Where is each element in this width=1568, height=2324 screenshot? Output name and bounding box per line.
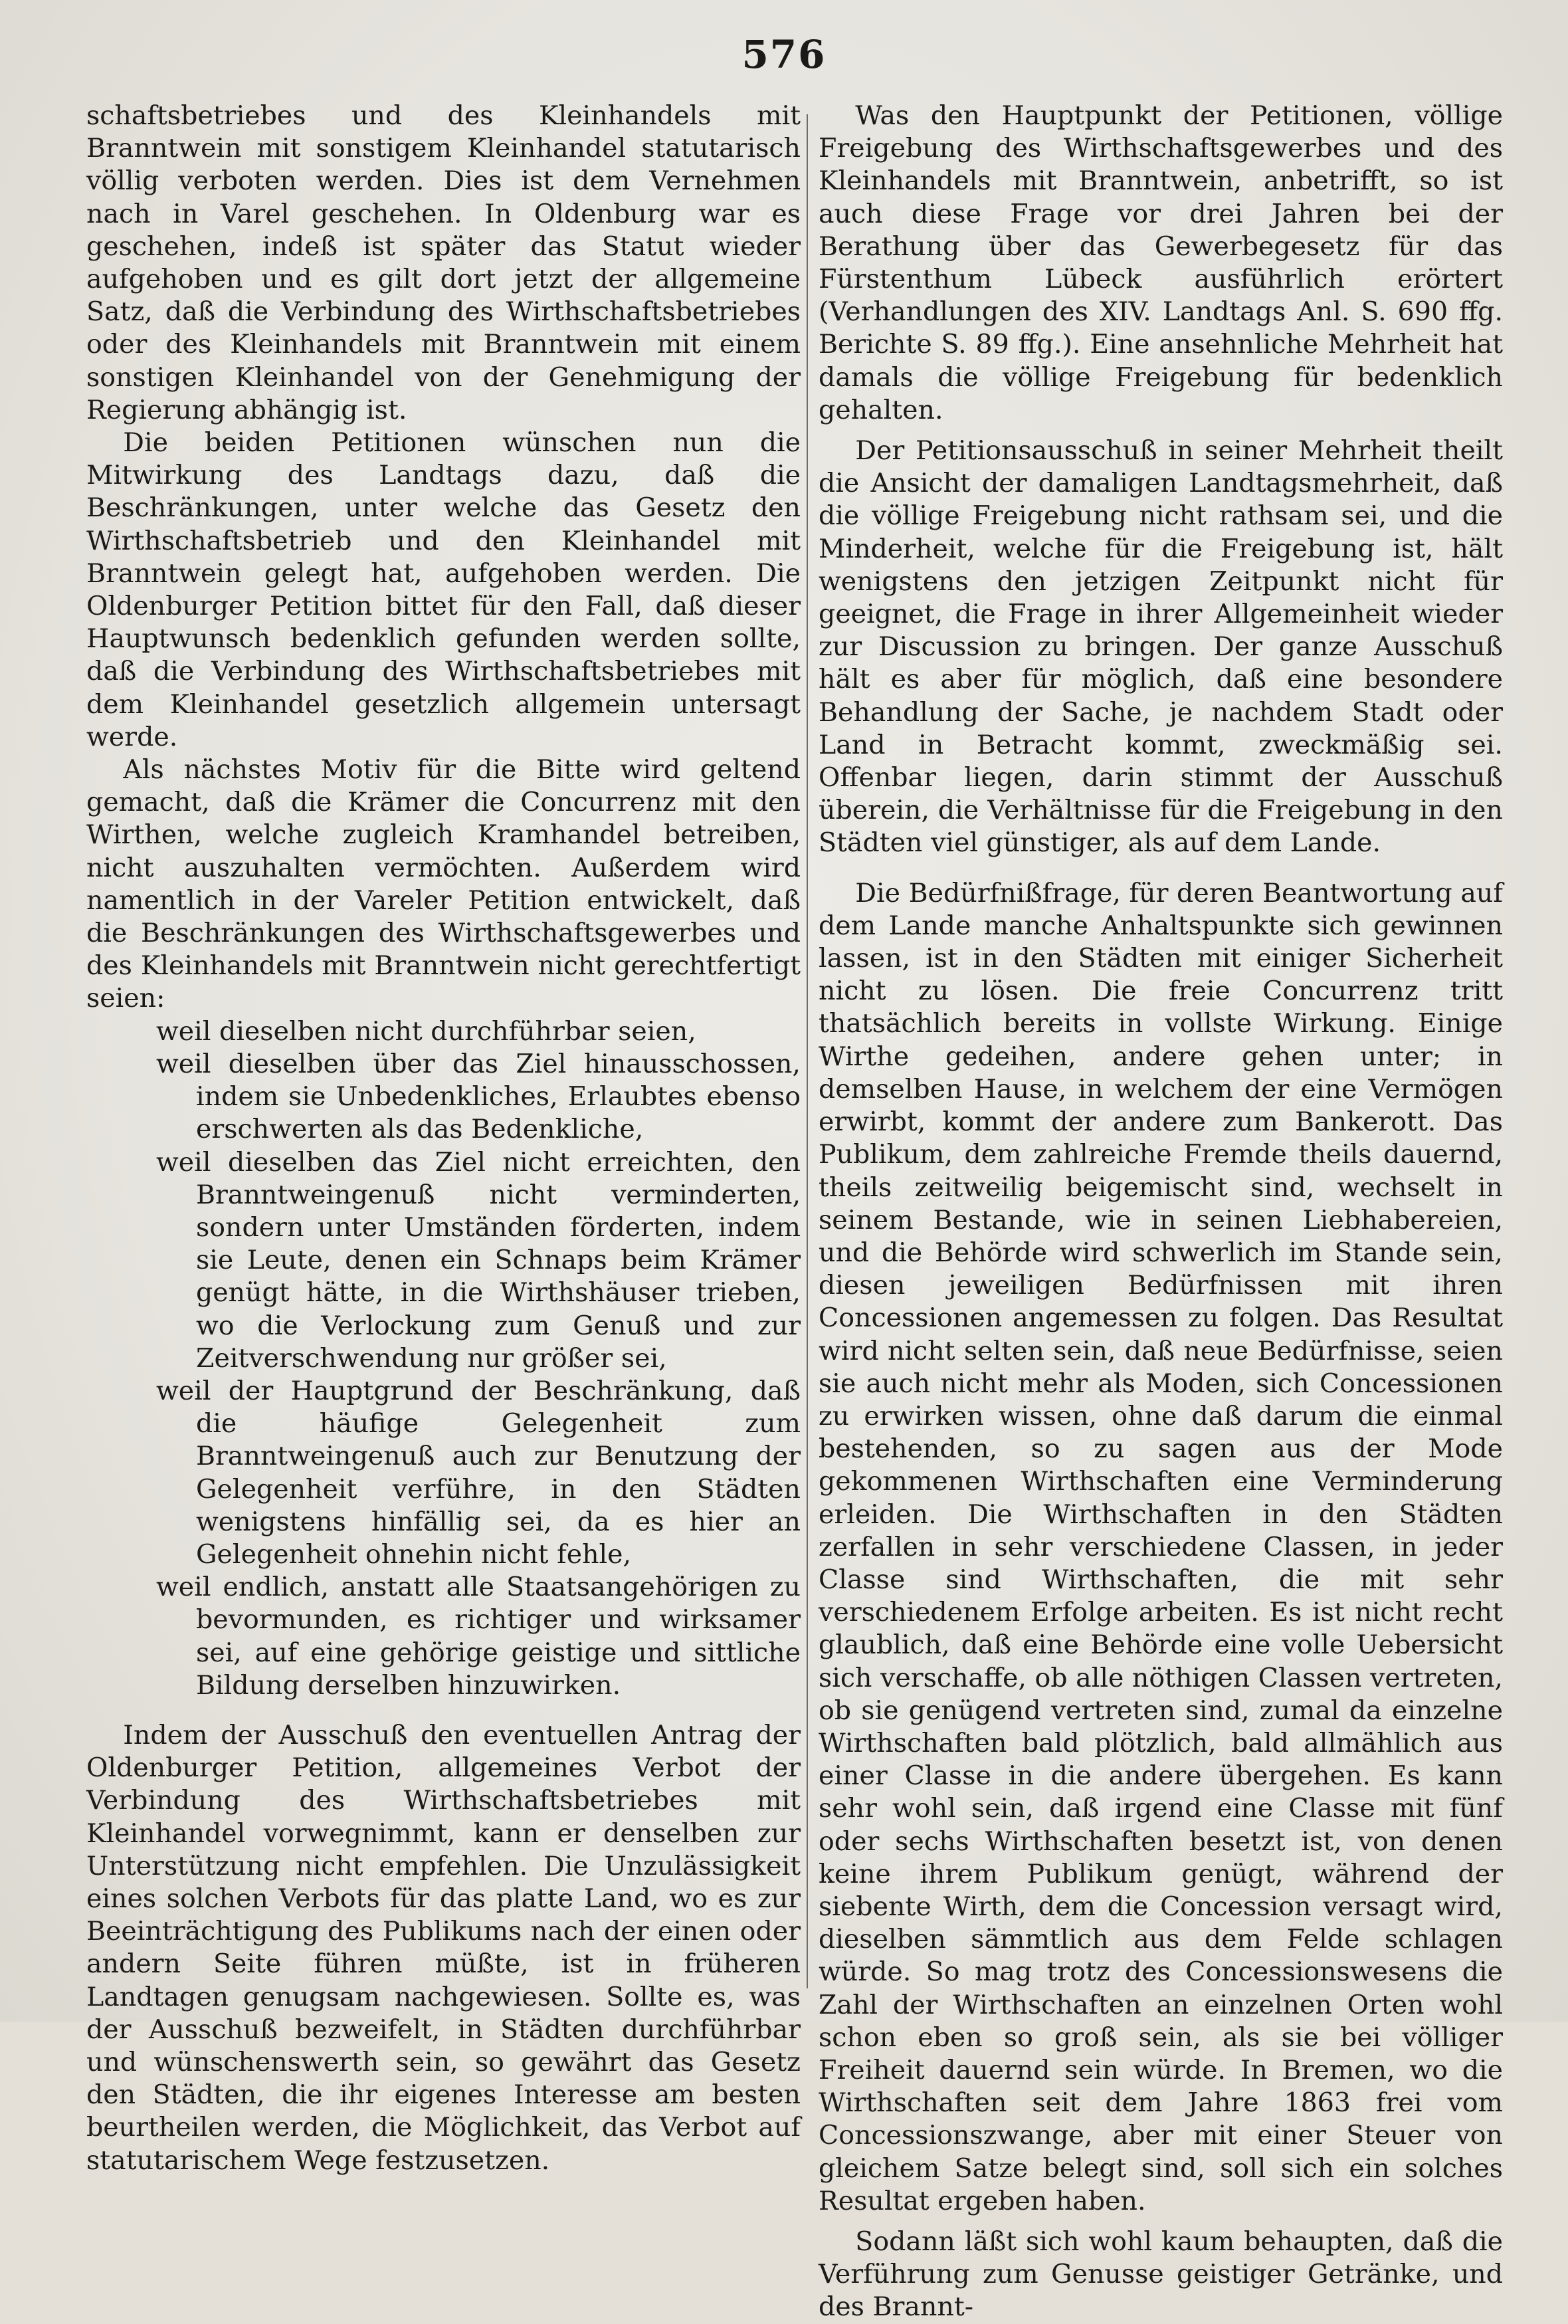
- page-number: 576: [741, 32, 827, 77]
- left-paragraph-1: schaftsbetriebes und des Kleinhandels mit Branntwein mit sonstigem Kleinhandel statutarisch völlig verboten werden. Dies ist dem Vernehmen nach in Varel geschehen. In Oldenburg war es geschehen, indeß ist später das Statut wieder aufgehoben und es gilt dort jetzt der allgemeine Satz, daß die Verbindung des Wirthschaftsbetriebes oder des Kleinhandels mit Branntwein mit einem sonstigen Kleinhandel von der Genehmigung der Regierung abhängig ist.: [86, 100, 801, 425]
- right-paragraph-2: Der Petitionsausschuß in seiner Mehrheit theilt die Ansicht der damaligen Landtagsmehrheit, daß die völlige Freigebung nicht rathsam sei, und die Minderheit, welche für die Freigebung ist, hält wenigstens den jetzigen Zeitpunkt nicht für geeignet, die Frage in ihrer Allgemeinheit wieder zur Discussion zu bringen. Der ganze Ausschuß hält es aber für möglich, daß eine besondere Behandlung der Sache, je nachdem Stadt oder Land in Betracht kommt, zweckmäßig sei. Offenbar liegen, darin stimmt der Ausschuß überein, die Verhältnisse für die Freigebung in den Städten viel günstiger, als auf dem Lande.: [819, 435, 1503, 859]
- left-paragraph-2: Die beiden Petitionen wünschen nun die Mitwirkung des Landtags dazu, daß die Beschränkungen, unter welche das Gesetz den Wirthschaftsbetrieb und den Kleinhandel mit Branntwein gelegt hat, aufgehoben werden. Die Oldenburger Petition bittet für den Fall, daß dieser Hauptwunsch bedenklich gefunden werden sollte, daß die Verbindung des Wirthschaftsbetriebes mit dem Kleinhandel gesetzlich allgemein untersagt werde.: [86, 427, 801, 752]
- left-paragraph-3: Als nächstes Motiv für die Bitte wird geltend gemacht, daß die Krämer die Concurrenz mit den Wirthen, welche zugleich Kramhandel betreiben, nicht auszuhalten vermöchten. Außerdem wird namentlich in der Vareler Petition entwickelt, daß die Beschränkungen des Wirthschaftsgewerbes und des Kleinhandels mit Branntwein nicht gerechtfertigt seien:: [86, 754, 801, 1014]
- reason-item: weil der Hauptgrund der Beschränkung, daß die häufige Gelegenheit zum Branntweingenuß auch zur Benutzung der Gelegenheit verführe, in den Städten wenigstens hinfällig sei, da es hier an Gelegenheit ohnehin nicht fehle,: [156, 1375, 801, 1570]
- right-paragraph-3: Die Bedürfnißfrage, für deren Beantwortung auf dem Lande manche Anhaltspunkte sich gewinnen lassen, ist in den Städten mit einiger Sicherheit nicht zu lösen. Die freie Concurrenz tritt thatsächlich bereits in vollste Wirkung. Einige Wirthe gedeihen, andere gehen unter; in demselben Hause, in welchem der eine Vermögen erwirbt, kommt der andere zum Bankerott. Das Publikum, dem zahlreiche Fremde theils dauernd, theils zeitweilig beigemischt sind, wechselt in seinem Bestande, wie in seinen Liebhabereien, und die Behörde wird schwerlich im Stande sein, diesen jeweiligen Bedürfnissen mit ihren Concessionen angemessen zu folgen. Das Resultat wird nicht selten sein, daß neue Bedürfnisse, seien sie auch nicht mehr als Moden, sich Concessionen zu erwirken wissen, ohne daß darum die einmal bestehenden, so zu sagen aus der Mode gekommenen Wirthschaften eine Verminderung erleiden. Die Wirthschaften in den Städten zerfallen in sehr verschiedene Classen, in jeder Classe sind Wirthschaften, die mit sehr verschiedenem Erfolge arbeiten. Es ist nicht recht glaublich, daß eine Behörde eine volle Uebersicht sich verschaffe, ob alle nöthigen Classen vertreten, ob sie genügend vertreten sind, zumal da einzelne Wirthschaften bald plötzlich, bald allmählich aus einer Classe in die andere übergehen. Es kann sehr wohl sein, daß irgend eine Classe mit fünf oder sechs Wirthschaften besetzt ist, von denen keine ihrem Publikum genügt, während der siebente Wirth, dem die Concession versagt wird, dieselben sämmtlich aus dem Felde schlagen würde. So mag trotz des Concessionswesens die Zahl der Wirthschaften an einzelnen Orten wohl schon eben so groß sein, als sie bei völliger Freiheit dauernd sein würde. In Bremen, wo die Wirthschaften seit dem Jahre 1863 frei vom Concessionszwange, aber mit einer Steuer von gleichem Satze belegt sind, soll sich ein solches Resultat ergeben haben.: [819, 877, 1503, 2216]
- reasons-list: [86, 1015, 801, 1702]
- reason-item: weil dieselben das Ziel nicht erreichten, den Branntweingenuß nicht verminderten, sondern unter Umständen förderten, indem sie Leute, denen ein Schnaps beim Krämer genügt hätte, in die Wirthshäuser trieben, wo die Verlockung zum Genuß und zur Zeitverschwendung nur größer sei,: [156, 1146, 801, 1374]
- right-paragraph-4: Sodann läßt sich wohl kaum behaupten, daß die Verführung zum Genusse geistiger Getränke, und des Brannt-: [819, 2226, 1503, 2323]
- right-paragraph-1: Was den Hauptpunkt der Petitionen, völlige Freigebung des Wirthschaftsgewerbes und des Kleinhandels mit Branntwein, anbetrifft, so ist auch diese Frage vor drei Jahren bei der Berathung über das Gewerbegesetz für das Fürstenthum Lübeck ausführlich erörtert (Verhandlungen des XIV. Landtags Anl. S. 690 ffg. Berichte S. 89 ffg.). Eine ansehnliche Mehrheit hat damals die völlige Freigebung für bedenklich gehalten.: [819, 100, 1503, 425]
- reason-item: weil endlich, anstatt alle Staatsangehörigen zu bevormunden, es richtiger und wirksamer sei, auf eine gehörige geistige und sittliche Bildung derselben hinzuwirken.: [156, 1572, 801, 1701]
- right-column: [819, 100, 1503, 2324]
- reason-item: weil dieselben über das Ziel hinausschossen, indem sie Unbedenkliches, Erlaubtes ebenso erschwerten als das Bedenkliche,: [156, 1048, 801, 1145]
- reason-item: weil dieselben nicht durchführbar seien,: [156, 1015, 696, 1047]
- left-column: [86, 100, 801, 2177]
- column-divider: [807, 114, 808, 1988]
- left-paragraph-4: Indem der Ausschuß den eventuellen Antrag der Oldenburger Petition, allgemeines Verbot der Verbindung des Wirthschaftsbetriebes mit Kleinhandel vorwegnimmt, kann er denselben zur Unterstützung nicht empfehlen. Die Unzulässigkeit eines solchen Verbots für das platte Land, wo es zur Beeinträchtigung des Publikums nach der einen oder andern Seite führen müßte, ist in früheren Landtagen genugsam nachgewiesen. Sollte es, was der Ausschuß bezweifelt, in Städten durchführbar und wünschenswerth sein, so gewährt das Gesetz den Städten, die ihr eigenes Interesse am besten beurtheilen werden, die Möglichkeit, das Verbot auf statutarischem Wege festzusetzen.: [86, 1719, 801, 2176]
